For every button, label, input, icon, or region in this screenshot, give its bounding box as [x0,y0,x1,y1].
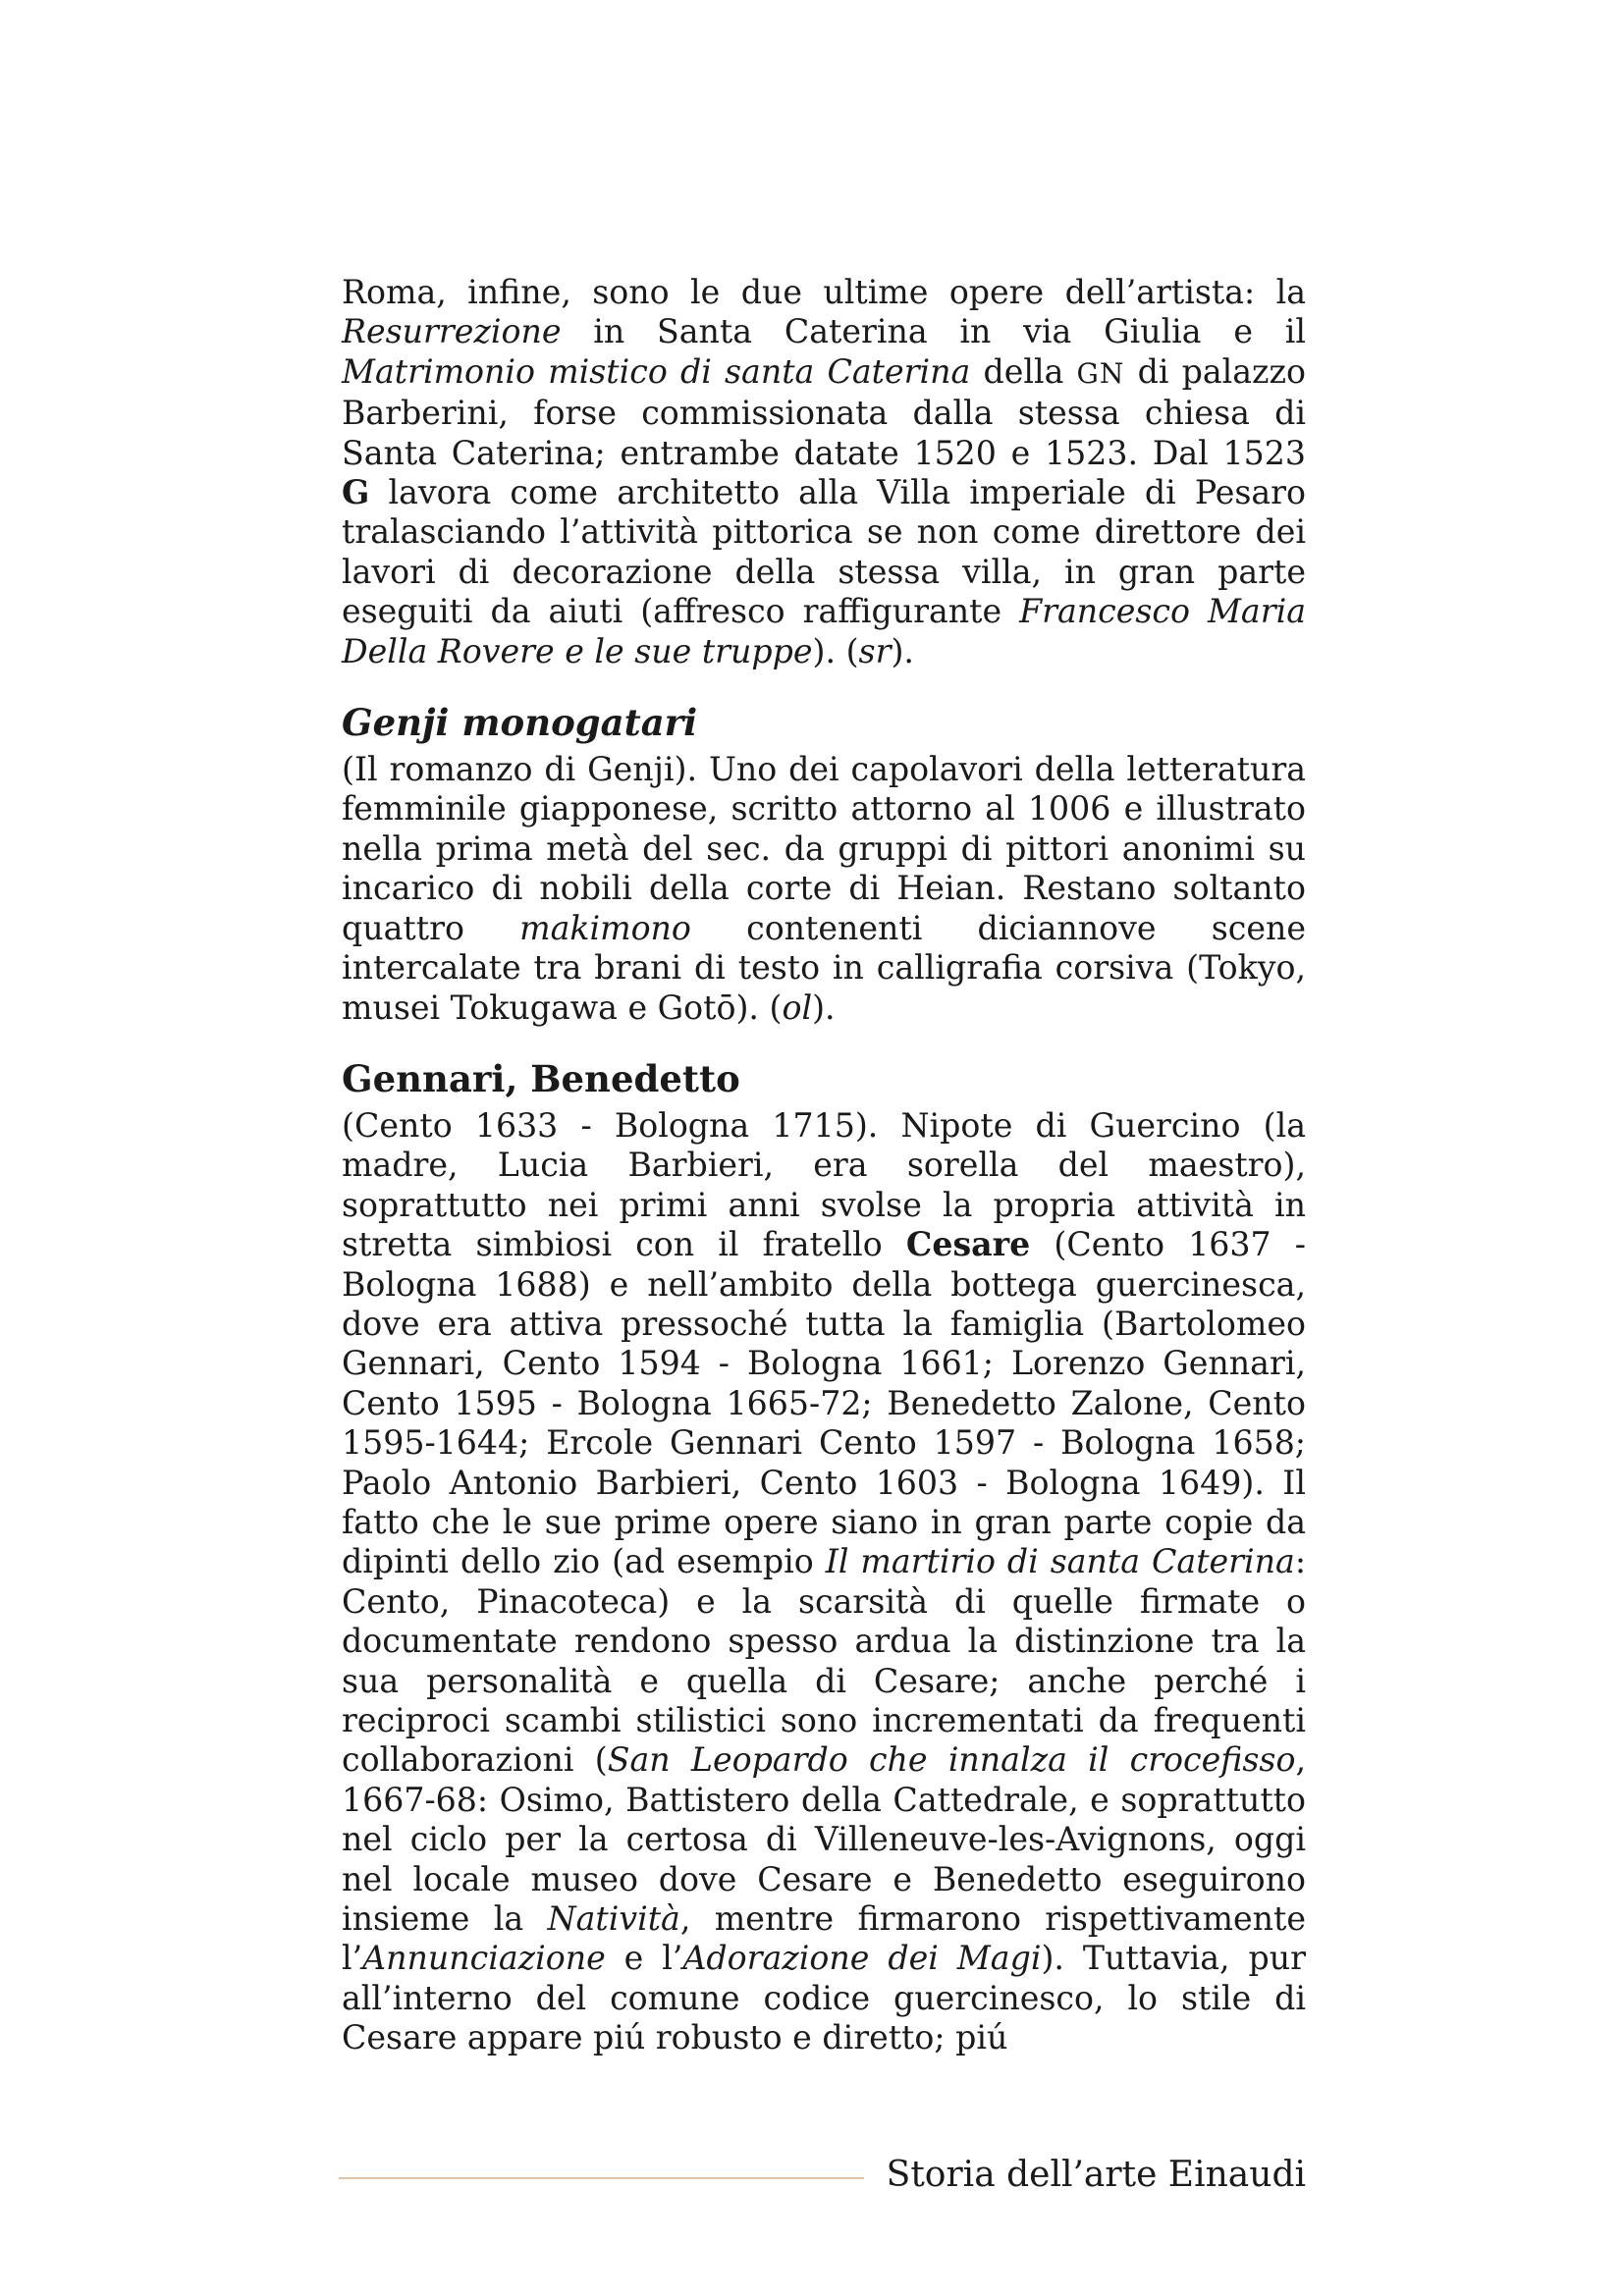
footer-brand: Storia dell’arte Einaudi [886,2155,1306,2195]
entry-gennari-benedetto [342,1055,1306,2058]
entry-heading: Genji monogatari [342,701,698,745]
page-footer [339,2150,1306,2209]
footer-rule [339,2177,864,2179]
entry-body: (Cento 1633 - Bologna 1715). Nipote di Guercino (la madre, Lucia Barbieri, era sorella del maestro), soprattutto nei primi anni svolse la propria attività in stretta simbiosi con il fratello Cesare (Cento 1637 - Bologna 1688) e nell’ambito della bottega guercinesca, dove era attiva pressoché tutta la famiglia (Bartolomeo Gennari, Cento 1594 - Bologna 1661; Lorenzo Gennari, Cento 1595 - Bologna 1665-72; Benedetto Zalone, Cento 1595-1644; Ercole Gennari Cento 1597 - Bologna 1658; Paolo Antonio Barbieri, Cento 1603 - Bologna 1649). Il fatto che le sue prime opere siano in gran parte copie da dipinti dello zio (ad esempio Il martirio di santa Caterina: Cento, Pinacoteca) e la scarsità di quelle firmate o documentate rendono spesso ardua la distinzione tra la sua personalità e quella di Cesare; anche perché i reciproci scambi stilistici sono incrementati da frequenti collaborazioni (San Leopardo che innalza il crocefisso, 1667-68: Osimo, Battistero della Cattedrale, e soprattutto nel ciclo per la certosa di Villeneuve-les-Avignons, oggi nel locale museo dove Cesare e Benedetto eseguirono insieme la Natività, mentre firmarono rispettivamente l’Annunciazione e l’Adorazione dei Magi). Tuttavia, pur all’interno del comune codice guercinesco, lo stile di Cesare appare piú robusto e diretto; piú [342,1105,1307,2057]
entry-body: (Il romanzo di Genji). Uno dei capolavori della letteratura femminile giapponese, scritto attorno al 1006 e illustrato nella prima metà del sec. da gruppi di pittori anonimi su incarico di nobili della corte di Heian. Restano soltanto quattro makimono contenenti diciannove scene intercalate tra brani di testo in calligrafia corsiva (Tokyo, musei Tokugawa e Gotō). (ol). [342,750,1306,1027]
continuation-paragraph: Roma, infine, sono le due ultime opere dell’artista: la Resurrezione in Santa Caterina in via Giulia e il Matrimonio mistico di santa Caterina della GN di palazzo Barberini, forse commissionata dalla stessa chiesa di Santa Caterina; entrambe datate 1520 e 1523. Dal 1523 G lavora come architetto alla Villa imperiale di Pesaro tralasciando l’attività pittorica se non come direttore dei lavori di decorazione della stessa villa, in gran parte eseguiti da aiuti (affresco raffigurante Francesco Maria Della Rovere e le sue truppe). (sr). [342,273,1307,670]
text-column [342,273,1306,2058]
entry-heading: Gennari, Benedetto [342,1056,740,1100]
entry-genji-monogatari [342,699,1306,1028]
